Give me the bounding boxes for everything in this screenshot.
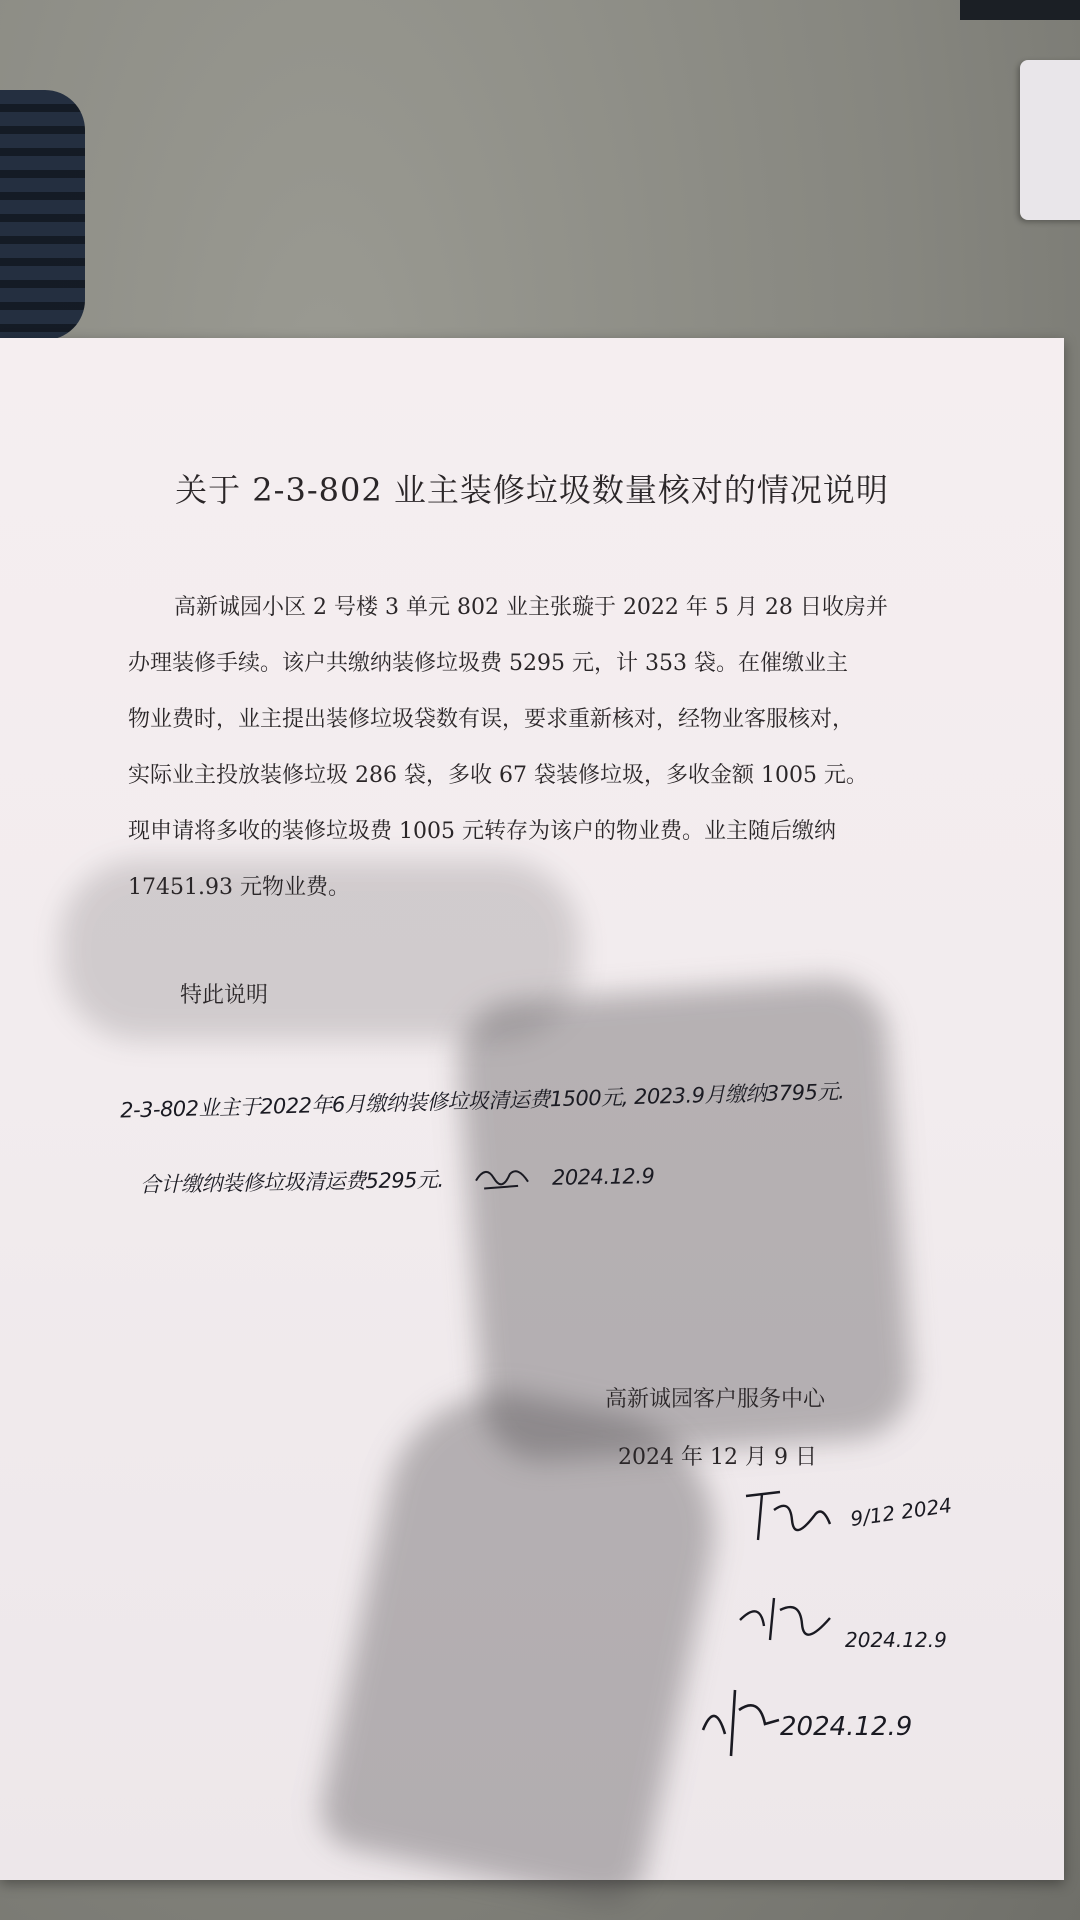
handwritten-signature-mark [471, 1160, 532, 1200]
closing-remark: 特此说明 [180, 983, 269, 1008]
body-line: 实际业主投放装修垃圾 286 袋，多收 67 袋装修垃圾，多收金额 1005 元。 [128, 763, 868, 788]
document-body [128, 580, 968, 916]
dark-object-corner [960, 0, 1080, 20]
body-line: 17451.93 元物业费。 [128, 875, 350, 900]
card-edge [1020, 60, 1080, 220]
body-line: 物业费时，业主提出装修垃圾袋数有误，要求重新核对，经物业客服核对， [128, 707, 855, 732]
signature-1 [740, 1480, 850, 1550]
handwritten-note-total: 合计缴纳装修垃圾清运费5295元. [139, 1167, 444, 1197]
document-title: 关于 2-3-802 业主装修垃圾数量核对的情况说明 [175, 471, 889, 509]
coiled-cable [0, 90, 85, 340]
body-line: 高新诚园小区 2 号楼 3 单元 802 业主张璇于 2022 年 5 月 28 日收房并 [174, 595, 888, 620]
handwritten-note-line-1: 2-3-802业主于2022年6月缴纳装修垃圾清运费1500元, 2023.9月缴纳3795元. [119, 1079, 845, 1123]
body-line: 现申请将多收的装修垃圾费 1005 元转存为该户的物业费。业主随后缴纳 [128, 819, 836, 844]
handwritten-note-date: 2024.12.9 [551, 1164, 655, 1190]
organization-name: 高新诚园客户服务中心 [605, 1387, 826, 1412]
signature-1-scribble [740, 1480, 850, 1550]
signature-3-scribble [695, 1680, 785, 1760]
signature-3-date: 2024.12.9 [780, 1712, 913, 1742]
document-date: 2024 年 12 月 9 日 [618, 1445, 817, 1470]
signature-3 [695, 1680, 785, 1760]
signature-2 [730, 1590, 840, 1650]
body-line: 办理装修手续。该户共缴纳装修垃圾费 5295 元，计 353 袋。在催缴业主 [128, 651, 848, 676]
signature-2-date: 2024.12.9 [845, 1628, 947, 1652]
signature-1-date: 9/12 2024 [848, 1493, 954, 1531]
signature-2-scribble [730, 1590, 840, 1650]
